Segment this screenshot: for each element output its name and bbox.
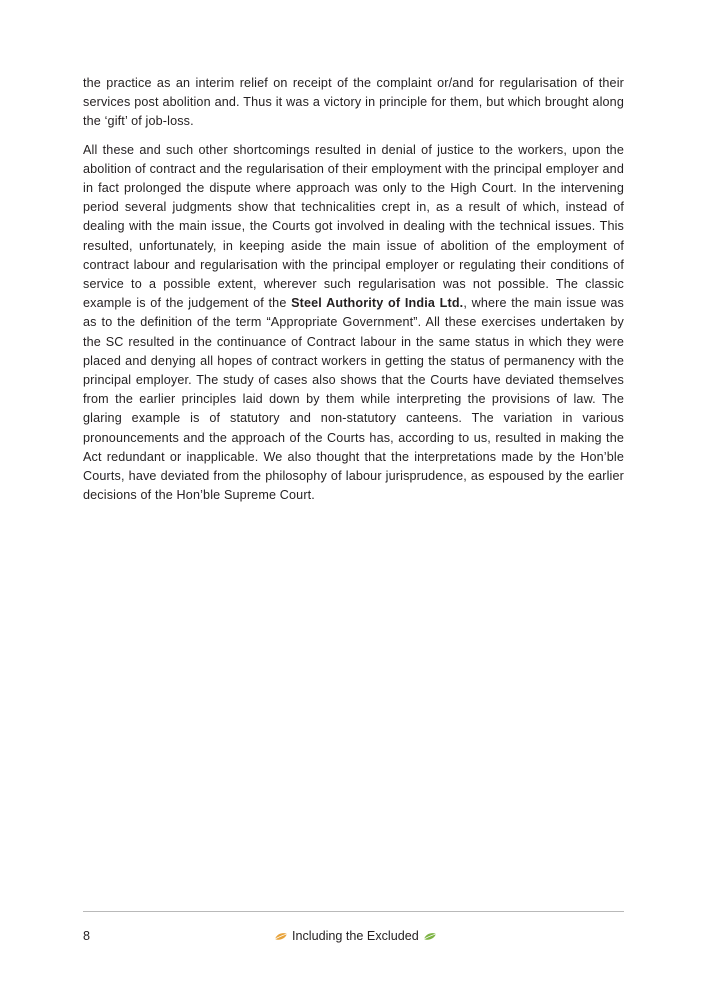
leaf-icon [274, 932, 288, 941]
paragraph-text: , where the main issue was as to the definition of the term “Appropriate Government”. All these exercises undertaken by the SC resulted in the continuance of Contract labour in the same status in which they were placed and denying all hopes of contract workers in getting the status of permanency with the principal employer. The study of cases also shows that the Courts have deviated themselves from the earlier principles laid down by them while interpreting the provisions of law. The glaring example is of statutory and non-statutory canteens. The variation in various pronouncements and the approach of the Courts has, according to us, resulted in making the Act redundant or inapplicable. We also thought that the interpretations made by the Hon’ble Courts, have deviated from the philosophy of labour jurisprudence, as espoused by the earlier decisions of the Hon’ble Supreme Court. [83, 296, 624, 503]
leaf-icon [423, 932, 437, 941]
paragraph: the practice as an interim relief on receipt of the complaint or/and for regularisation of their services post abolition and. Thus it was a victory in principle for them, but which brought along the ‘gift’ of job-loss. [83, 76, 624, 129]
running-footer [274, 929, 437, 944]
footer-title: Including the Excluded [292, 929, 419, 943]
page-body [83, 74, 624, 514]
page-number: 8 [83, 929, 91, 943]
case-name-bold: Steel Authority of India Ltd. [291, 296, 464, 311]
footer-divider [83, 911, 624, 912]
paragraph [83, 141, 624, 506]
paragraph-text: All these and such other shortcomings resulted in denial of justice to the workers, upon the abolition of contract and the regularisation of their employment with the principal employer and in fact prolonged the dispute where approach was only to the High Court. In the intervening period several judgments show that technicalities crept in, as a result of which, instead of dealing with the main issue, the Courts got involved in dealing with the technical issues. This resulted, unfortunately, in keeping aside the main issue of abolition of the employment of contract labour and regularisation with the principal employer or regulating their conditions of service to a possible extent, wherever such regularisation was not possible. The classic example is of the judgement of the [83, 142, 624, 311]
